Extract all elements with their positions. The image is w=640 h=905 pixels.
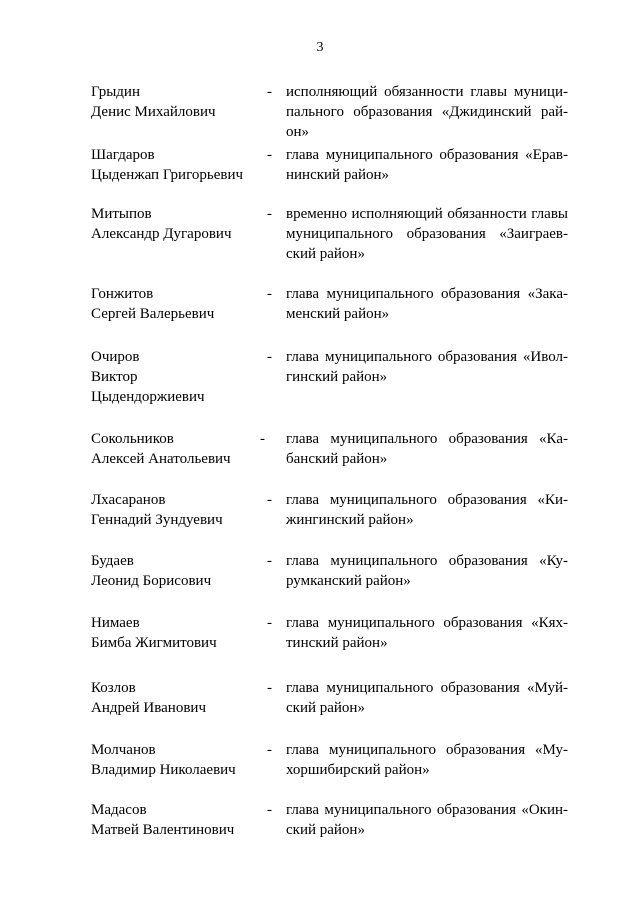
description-line: муниципального образования «Заиграев- bbox=[286, 226, 568, 242]
person-name bbox=[91, 678, 266, 718]
page-number: 3 bbox=[316, 40, 324, 55]
dash-separator: - bbox=[260, 431, 265, 447]
position-description bbox=[286, 613, 568, 653]
surname: Нимаев bbox=[91, 615, 140, 631]
position-description bbox=[286, 551, 568, 591]
surname: Мадасов bbox=[91, 802, 147, 818]
given-names: Сергей Валерьевич bbox=[91, 306, 215, 322]
given-names: Бимба Жигмитович bbox=[91, 635, 217, 651]
description-line: глава муниципального образования «Муй- bbox=[286, 680, 568, 696]
position-description bbox=[286, 490, 568, 530]
description-line: гинский район» bbox=[286, 369, 388, 385]
surname: Козлов bbox=[91, 680, 136, 696]
given-names: Александр Дугарович bbox=[91, 226, 232, 242]
dash-separator: - bbox=[267, 286, 272, 302]
position-description bbox=[286, 204, 568, 264]
description-line: румканский район» bbox=[286, 573, 411, 589]
patronymic: Цыдендоржиевич bbox=[91, 389, 205, 405]
surname: Митыпов bbox=[91, 206, 152, 222]
person-name bbox=[91, 429, 266, 469]
person-name bbox=[91, 551, 266, 591]
dash-separator: - bbox=[267, 680, 272, 696]
dash-separator: - bbox=[267, 349, 272, 365]
surname: Грыдин bbox=[91, 84, 140, 100]
description-line: банский район» bbox=[286, 451, 388, 467]
description-line: менский район» bbox=[286, 306, 390, 322]
description-line: ский район» bbox=[286, 822, 365, 838]
given-names: Денис Михайлович bbox=[91, 104, 216, 120]
dash-separator: - bbox=[267, 147, 272, 163]
surname: Сокольников bbox=[91, 431, 174, 447]
position-description bbox=[286, 429, 568, 469]
surname: Шагдаров bbox=[91, 147, 155, 163]
description-line: ский район» bbox=[286, 700, 365, 716]
dash-separator: - bbox=[267, 553, 272, 569]
description-line: глава муниципального образования «Ки- bbox=[286, 492, 568, 508]
person-name bbox=[91, 204, 266, 244]
dash-separator: - bbox=[267, 492, 272, 508]
position-description bbox=[286, 82, 568, 142]
description-line: тинский район» bbox=[286, 635, 388, 651]
person-name bbox=[91, 347, 266, 407]
position-description bbox=[286, 284, 568, 324]
dash-separator: - bbox=[267, 84, 272, 100]
person-name bbox=[91, 800, 266, 840]
position-description bbox=[286, 740, 568, 780]
description-line: глава муниципального образования «Му- bbox=[286, 742, 568, 758]
dash-separator: - bbox=[267, 802, 272, 818]
description-line: он» bbox=[286, 124, 310, 140]
given-names: Андрей Иванович bbox=[91, 700, 206, 716]
surname: Гонжитов bbox=[91, 286, 154, 302]
description-line: глава муниципального образования «Окин- bbox=[286, 802, 568, 818]
given-names: Матвей Валентинович bbox=[91, 822, 235, 838]
description-line: хоршибирский район» bbox=[286, 762, 430, 778]
surname: Лхасаранов bbox=[91, 492, 166, 508]
description-line: глава муниципального образования «Ивол- bbox=[286, 349, 568, 365]
given-name: Виктор bbox=[91, 369, 138, 385]
given-names: Алексей Анатольевич bbox=[91, 451, 231, 467]
surname: Молчанов bbox=[91, 742, 156, 758]
surname: Очиров bbox=[91, 349, 140, 365]
dash-separator: - bbox=[267, 615, 272, 631]
description-line: глава муниципального образования «Зака- bbox=[286, 286, 568, 302]
description-line: жингинский район» bbox=[286, 512, 414, 528]
person-name bbox=[91, 740, 266, 780]
person-name bbox=[91, 82, 266, 122]
dash-separator: - bbox=[267, 742, 272, 758]
person-name bbox=[91, 284, 266, 324]
description-line: глава муниципального образования «Ку- bbox=[286, 553, 568, 569]
description-line: глава муниципального образования «Ка- bbox=[286, 431, 568, 447]
description-line: глава муниципального образования «Ерав- bbox=[286, 147, 568, 163]
person-name bbox=[91, 490, 266, 530]
given-names: Цыденжап Григорьевич bbox=[91, 167, 244, 183]
position-description bbox=[286, 678, 568, 718]
person-name bbox=[91, 613, 266, 653]
position-description bbox=[286, 145, 568, 185]
given-names: Леонид Борисович bbox=[91, 573, 212, 589]
description-line: временно исполняющий обязанности главы bbox=[286, 206, 568, 222]
person-name bbox=[91, 145, 266, 185]
description-line: нинский район» bbox=[286, 167, 390, 183]
position-description bbox=[286, 347, 568, 387]
given-names: Геннадий Зундуевич bbox=[91, 512, 223, 528]
description-line: исполняющий обязанности главы муници- bbox=[286, 84, 568, 100]
given-names: Владимир Николаевич bbox=[91, 762, 236, 778]
description-line: ский район» bbox=[286, 246, 365, 262]
dash-separator: - bbox=[267, 206, 272, 222]
position-description bbox=[286, 800, 568, 840]
description-line: пального образования «Джидинский рай- bbox=[286, 104, 568, 120]
description-line: глава муниципального образования «Кях- bbox=[286, 615, 568, 631]
surname: Будаев bbox=[91, 553, 134, 569]
